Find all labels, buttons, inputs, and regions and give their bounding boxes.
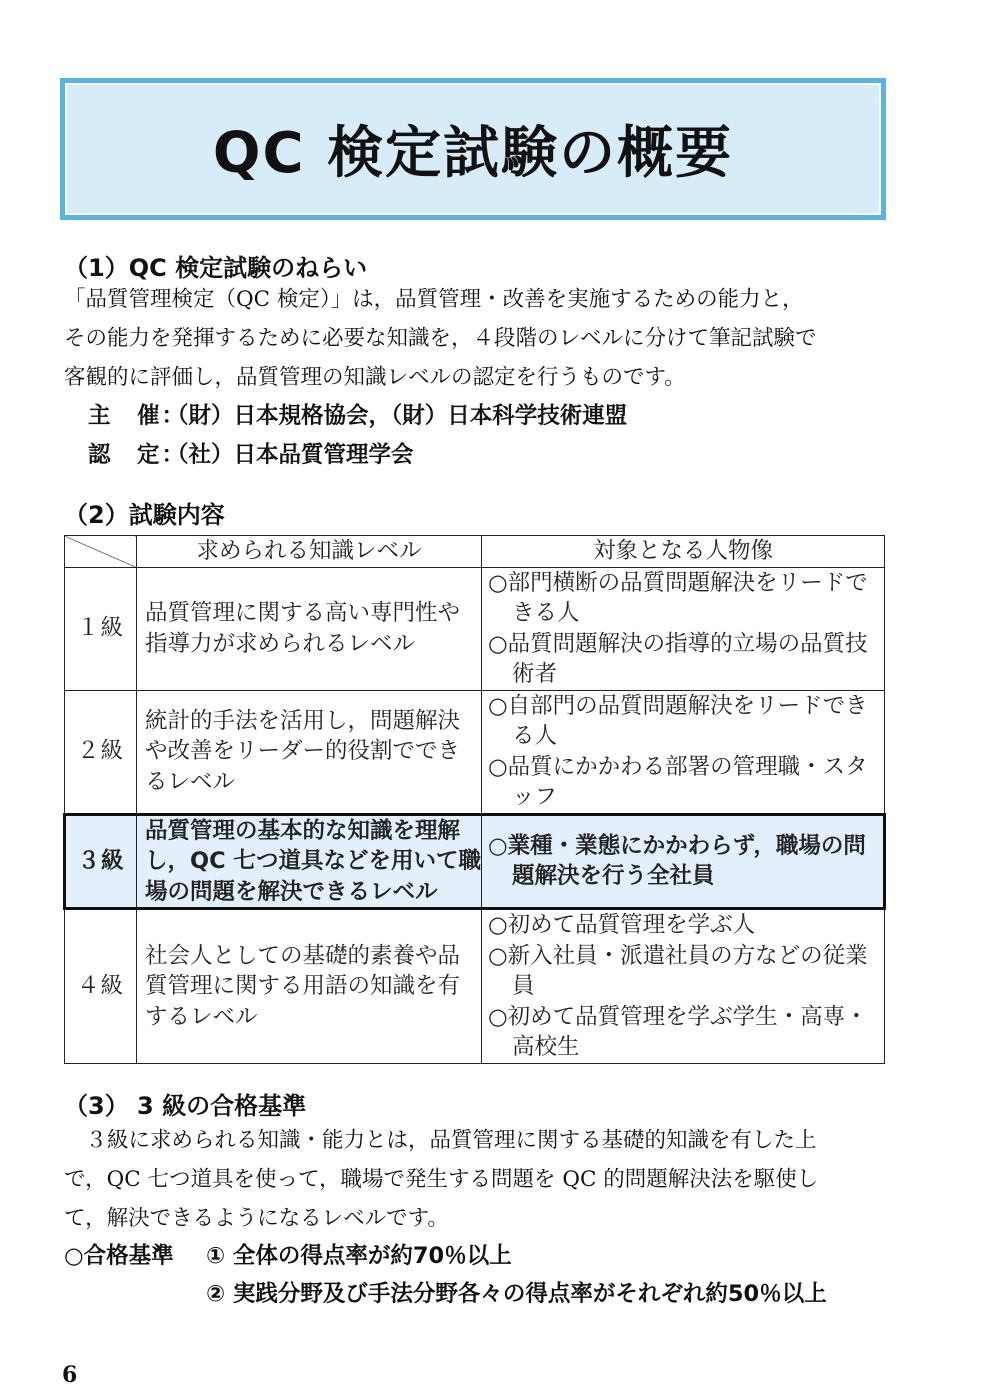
paragraph-line: 客観的に評価し，品質管理の知識レベルの認定を行うものです。	[64, 365, 686, 390]
target-cell	[482, 567, 885, 690]
table-header-row	[65, 536, 885, 568]
criteria-label: ○合格基準	[64, 1243, 174, 1269]
criteria-item: ② 実践分野及び手法分野各々の得点率がそれぞれ約50％以上	[206, 1281, 827, 1307]
title-banner	[60, 78, 886, 220]
section3-heading: （3） 3 級の合格基準	[64, 1092, 307, 1120]
organizer-value: （財）日本規格協会，（財）日本科学技術連盟	[166, 403, 628, 429]
target-item: ○業種・業態にかかわらず，職場の問題解決を行う全社員	[488, 832, 866, 890]
target-cell	[482, 909, 885, 1064]
certifier-value: （社）日本品質管理学会	[166, 442, 414, 468]
criteria-line-1	[64, 1238, 512, 1270]
criteria-item: ① 全体の得点率が約70％以上	[206, 1243, 512, 1269]
header-knowledge: 求められる知識レベル	[137, 536, 482, 568]
paragraph-line: その能力を発揮するために必要な知識を，４段階のレベルに分けて筆記試験で	[64, 326, 817, 351]
paragraph-line: て，解決できるようになるレベルです。	[64, 1206, 449, 1231]
page-title: QC 検定試験の概要	[212, 121, 734, 186]
target-cell	[482, 814, 885, 909]
paragraph-line: ３級に求められる知識・能力とは，品質管理に関する基礎的知識を有した上	[64, 1128, 817, 1153]
organizer-line	[88, 398, 627, 430]
certifier-label: 認 定：	[88, 442, 187, 468]
levels-table	[63, 535, 886, 1064]
certifier-line	[88, 437, 414, 469]
criteria-line-2	[64, 1276, 827, 1308]
grade-cell: ２級	[65, 690, 137, 814]
target-item: ○初めて品質管理を学ぶ人	[488, 912, 756, 938]
section3-paragraph	[64, 1121, 886, 1238]
target-item: ○部門横断の品質問題解決をリードできる人	[488, 569, 868, 626]
table-row	[65, 567, 885, 690]
knowledge-cell: 品質管理の基本的な知識を理解し，QC 七つ道具などを用いて職場の問題を解決できるレベル	[137, 814, 482, 909]
target-item: ○品質にかかわる部署の管理職・スタッフ	[488, 753, 868, 810]
target-item: ○品質問題解決の指導的立場の品質技術者	[488, 630, 868, 687]
knowledge-cell: 品質管理に関する高い専門性や指導力が求められるレベル	[137, 567, 482, 690]
organizer-label: 主 催：	[88, 403, 187, 429]
table-row	[65, 690, 885, 814]
target-cell	[482, 690, 885, 814]
page-number: 6	[62, 1362, 78, 1388]
section1-paragraph	[64, 280, 886, 397]
grade-cell: ４級	[65, 909, 137, 1064]
target-item: ○自部門の品質問題解決をリードできる人	[488, 692, 868, 749]
section1-heading: （1）QC 検定試験のねらい	[64, 254, 368, 282]
table-row	[65, 909, 885, 1064]
paragraph-line: で，QC 七つ道具を使って，職場で発生する問題を QC 的問題解決法を駆使し	[64, 1167, 819, 1192]
section2-heading: （2）試験内容	[64, 501, 225, 529]
grade-cell: ３級	[65, 814, 137, 909]
target-item: ○新入社員・派遣社員の方などの従業員	[488, 942, 868, 999]
grade-cell: １級	[65, 567, 137, 690]
target-item: ○初めて品質管理を学ぶ学生・高専・高校生	[488, 1003, 868, 1060]
knowledge-cell: 統計的手法を活用し，問題解決や改善をリーダー的役割でできるレベル	[137, 690, 482, 814]
knowledge-cell: 社会人としての基礎的素養や品質管理に関する用語の知識を有するレベル	[137, 909, 482, 1064]
table-row-highlighted	[65, 814, 885, 909]
header-target: 対象となる人物像	[482, 536, 885, 568]
corner-cell	[65, 536, 137, 568]
paragraph-line: 「品質管理検定（QC 検定）」は，品質管理・改善を実施するための能力と，	[64, 287, 804, 312]
title-banner-inner	[65, 83, 881, 215]
